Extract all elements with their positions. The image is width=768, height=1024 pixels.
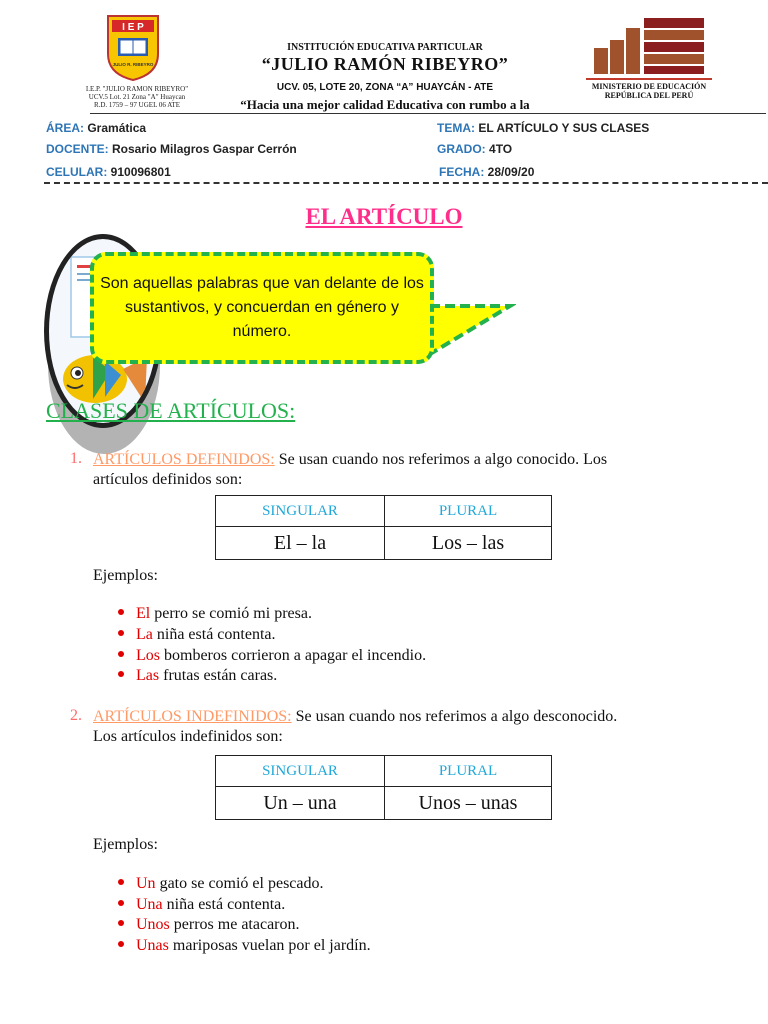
ministry-logo (590, 14, 708, 74)
section-1-examples-label: Ejemplos: (93, 567, 158, 584)
info-docente: DOCENTE: Rosario Milagros Gaspar Cerrón (46, 142, 297, 156)
list-item: Unas mariposas vuelan por el jardín. (118, 937, 371, 955)
list-item: Una niña está contenta. (118, 896, 285, 914)
institution-type: INSTITUCIÓN EDUCATIVA PARTICULAR (287, 42, 483, 53)
shield-name: JULIO R. RIBEYRO (112, 62, 154, 67)
list-item: Las frutas están caras. (118, 667, 277, 685)
ministry-name: MINISTERIO DE EDUCACIÓN REPÚBLICA DEL PERÚ (586, 78, 712, 100)
institution-name: “JULIO RAMÓN RIBEYRO” (261, 54, 509, 74)
list-item: Los bomberos corrieron a apagar el incendio. (118, 647, 426, 665)
section-2-intro: ARTÍCULOS INDEFINIDOS: Se usan cuando nos referimos a algo desconocido. Los artículos indefinidos son: (93, 708, 618, 745)
list-item: La niña está contenta. (118, 626, 276, 644)
institution-motto: “Hacia una mejor calidad Educativa con rumbo a la (240, 97, 530, 112)
table-cell-singular: Un – una (216, 787, 385, 820)
table-header-plural: PLURAL (385, 496, 552, 527)
table-cell-plural: Los – las (385, 527, 552, 560)
classes-heading: CLASES DE ARTÍCULOS: (46, 398, 296, 423)
section-2-heading: ARTÍCULOS INDEFINIDOS: (93, 708, 292, 725)
institution-address: UCV. 05, LOTE 20, ZONA “A” HUAYCÁN - ATE (276, 82, 494, 93)
section-1-number: 1. (70, 450, 82, 467)
info-tema: TEMA: EL ARTÍCULO Y SUS CLASES (437, 121, 650, 135)
info-area: ÁREA: Gramática (46, 121, 147, 135)
shield-letters: I E P (122, 22, 144, 33)
section-1-intro: ARTÍCULOS DEFINIDOS: Se usan cuando nos referimos a algo conocido. Los artículos definidos son: (93, 451, 608, 488)
section-2-number: 2. (70, 707, 82, 724)
definition-text: Son aquellas palabras que van delante de los sustantivos, y concuerdan en género y número. (100, 275, 424, 340)
indefinite-articles-table (215, 755, 552, 820)
table-header-singular: SINGULAR (216, 756, 385, 787)
school-small-info: I.E.P. "JULIO RAMON RIBEYRO" UCV.5 Lot. 21 Zona "A" Huaycan R.D. 1759 – 97 UGEL 06 ATE (85, 85, 189, 109)
header-divider (90, 113, 766, 114)
list-item: Un gato se comió el pescado. (118, 875, 324, 893)
section-2-examples-label: Ejemplos: (93, 836, 158, 853)
table-cell-plural: Unos – unas (385, 787, 552, 820)
info-fecha: FECHA: 28/09/20 (439, 165, 535, 179)
table-cell-singular: El – la (216, 527, 385, 560)
table-header-singular: SINGULAR (216, 496, 385, 527)
section-1-heading: ARTÍCULOS DEFINIDOS: (93, 451, 275, 468)
info-celular: CELULAR: 910096801 (46, 165, 171, 179)
school-crest-logo (104, 14, 162, 82)
page-title: EL ARTÍCULO (305, 204, 463, 229)
list-item: El perro se comió mi presa. (118, 605, 312, 623)
bubble-tail (420, 300, 516, 360)
definite-articles-table (215, 495, 552, 560)
list-item: Unos perros me atacaron. (118, 916, 300, 934)
dashed-divider (44, 182, 768, 184)
table-header-plural: PLURAL (385, 756, 552, 787)
info-grado: GRADO: 4TO (437, 142, 513, 156)
